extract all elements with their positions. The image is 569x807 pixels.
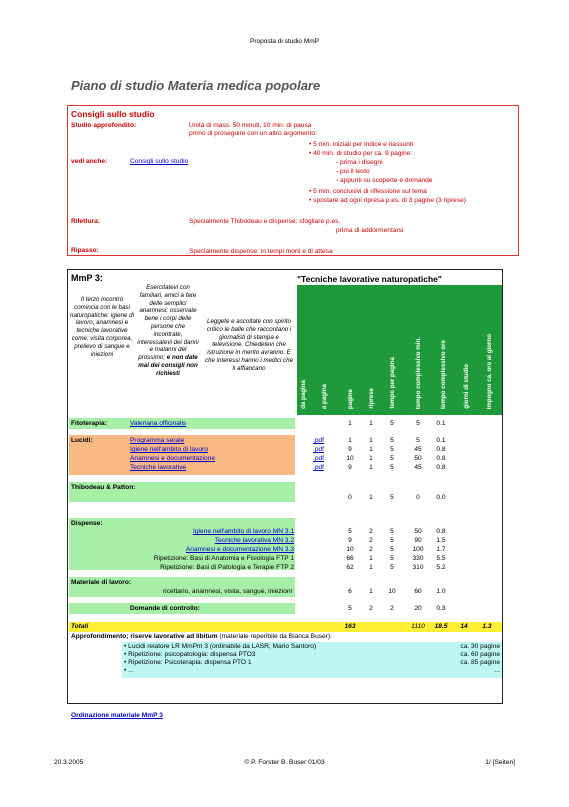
dispensa-link-tecniche[interactable]: Tecniche lavorativa MN 3.2	[214, 537, 294, 544]
lucidi-pdf-link[interactable]: .pdf	[313, 437, 324, 444]
thibodeau-riprese: 1	[369, 494, 373, 501]
mmp3-heading: "Tecniche lavorative naturopatiche"	[297, 274, 442, 284]
totali-pagine: 163	[344, 623, 356, 630]
consiglio-bullet-4: • spostare ad ogni ripresa p.es. di 3 pagine (3 riprese)	[309, 197, 466, 204]
materiale-text: ricettario, anamnesi, visita, sangue, iniezioni	[162, 588, 292, 595]
thibodeau-label: Thibodeau & Patton:	[71, 484, 136, 491]
lucidi-tpp: 5	[390, 437, 394, 444]
dispensa-tmin: 100	[412, 546, 424, 553]
thibodeau-pagine: 0	[348, 494, 352, 501]
dispensa-riprese: 1	[369, 564, 373, 571]
col-header-da-pagina: da pagina	[300, 380, 307, 409]
consiglio-bullet-2: • 40 min. di studio per ca. 9 pagine:	[309, 150, 413, 157]
totali-tmin: 1110	[411, 623, 425, 630]
dispense-row	[68, 528, 503, 537]
totali-impegno: 1.3	[482, 623, 492, 630]
domande-tpp: 2	[390, 605, 394, 612]
consiglio-bullet-1: • 5 min. iniziali per indice e riassunti	[309, 141, 414, 148]
lucidi-row	[130, 464, 503, 473]
materiale-tore: 1.0	[436, 588, 446, 595]
consigli-link[interactable]: Consigli sullo studio	[130, 158, 189, 165]
approf-item: • Ripetizione: psicopatologia: dispensa PTO3 ca. 60 pagine	[124, 651, 500, 658]
dispense-row	[68, 546, 503, 555]
col-header-tempo-min: tempo complessivo min.	[415, 336, 422, 409]
col-header-pagine: pagine	[347, 389, 354, 409]
dispensa-pagine: 66	[346, 555, 354, 562]
dispensa-tmin: 330	[412, 555, 424, 562]
footer-page: 1/ [Seiten]	[485, 759, 515, 766]
lucidi-pagine: 9	[348, 464, 352, 471]
approf-item: • ... ...	[124, 667, 500, 674]
fitoterapia-label: Fitoterapia:	[71, 420, 107, 427]
consiglio-bullet-3: • 5 min. conclusivi di riflessione sul tema	[309, 188, 427, 195]
dispensa-tpp: 5	[390, 546, 394, 553]
totali-label: Totali	[71, 623, 89, 630]
materiale-tmin: 60	[414, 588, 422, 595]
lucidi-label: Lucidi:	[71, 437, 93, 444]
dispense-row	[68, 537, 503, 546]
lucidi-link-igiene[interactable]: Igiene nell'ambito di lavoro	[130, 446, 208, 453]
col-header-a-pagina: a pagina	[321, 383, 328, 409]
thibodeau-tmin: 0	[416, 494, 420, 501]
bullet: •	[124, 643, 127, 650]
col-header-impegno: impegno ca. ore al giorno	[486, 333, 493, 409]
fito-riprese: 1	[369, 420, 373, 427]
dispensa-riprese: 1	[369, 555, 373, 562]
ripasso-label: Ripasso:	[71, 247, 99, 254]
vedi-label: vedi anche:	[71, 158, 108, 165]
lucidi-pdf-link[interactable]: .pdf	[313, 464, 324, 471]
lucidi-tpp: 5	[390, 446, 394, 453]
dispensa-tmin: 50	[414, 528, 422, 535]
rilettura-label: Rilettura:	[71, 218, 100, 225]
materiale-label: Materiale di lavoro:	[71, 579, 132, 586]
dispensa-link-igiene[interactable]: Igiene nell'ambito di lavoro MN 3.1	[193, 528, 294, 535]
footer-date: 20.3.2005	[54, 759, 84, 766]
mmp3-leggete: Leggete e ascoltate con spirito critico le balle che raccontano i giornalisti di stampa e televisione. Chiedetevi che istruzione in merito avranno. E che interessi hanno i medici che li affiancano	[204, 318, 294, 372]
mmp3-esercitatevi: Esercitatevi con familiari, amici a fare delle semplici anamnesi; osservate bene i corpi delle persone che incontrate, interessatevi dei danni e malanni del prossimo; e non date mai dei consigli non richiesti	[137, 284, 199, 377]
valeriana-link[interactable]: Valeriana officinalis	[130, 420, 187, 427]
dispensa-pagine: 5	[348, 528, 352, 535]
dispensa-tpp: 5	[390, 528, 394, 535]
ripasso-text: Specialmente dispense: in tempi morti e di attesa	[189, 248, 333, 255]
dispensa-tore: 0.8	[436, 528, 446, 535]
dispensa-tore: 5.5	[436, 555, 446, 562]
lucidi-tore: 0.8	[436, 464, 446, 471]
lucidi-riprese: 1	[369, 455, 373, 462]
materiale-riprese: 1	[369, 588, 373, 595]
dispensa-tore: 1.5	[436, 537, 446, 544]
approfondito-line1: Unità di mass. 50 minuti, 10 min. di pausa	[189, 122, 312, 129]
dispensa-tore: 1.7	[436, 546, 446, 553]
consigli-box	[67, 105, 519, 256]
approfondito-line2: primo di proseguire con un altro argomento:	[189, 130, 317, 137]
domande-label: Domande di controllo:	[130, 605, 200, 612]
domande-tmin: 20	[414, 605, 422, 612]
lucidi-tore: 0.8	[436, 455, 446, 462]
approf-item: • Ripetizione: Psicoterapia: dispensa PTO 1 ca. 85 pagine	[124, 659, 500, 666]
dispensa-ripetizione-patologia: Ripetizione: Basi di Patologia e Terapie FTP 2	[160, 564, 294, 571]
lucidi-tore: 0.1	[436, 437, 446, 444]
mmp3-intro: Il terzo incontro comincia con le basi naturopatiche: igiene di lavoro, anamnesi e tecniche lavorative come: visita corporea, prelievo di sangue e iniezioni	[70, 296, 134, 358]
dispensa-riprese: 2	[369, 537, 373, 544]
lucidi-riprese: 1	[369, 437, 373, 444]
dispensa-pagine: 62	[346, 564, 354, 571]
col-header-giorni: giorni di studio	[463, 364, 470, 409]
dispensa-tmin: 310	[412, 564, 424, 571]
dispensa-tmin: 90	[414, 537, 422, 544]
lucidi-riprese: 1	[369, 446, 373, 453]
lucidi-pdf-link[interactable]: .pdf	[313, 446, 324, 453]
lucidi-tmin: 45	[414, 464, 422, 471]
rilettura-line2: prima di addormentarsi	[336, 227, 404, 234]
col-header-tempo-ore: tempo complessivo ore	[440, 339, 447, 409]
col-header-tempo-pagina: tempo per pagina	[389, 357, 396, 409]
consiglio-sub-2: - poi il testo	[336, 168, 370, 175]
dispense-label: Dispense:	[71, 520, 103, 527]
materiale-pagine: 6	[348, 588, 352, 595]
dispensa-riprese: 2	[369, 528, 373, 535]
lucidi-tpp: 5	[390, 464, 394, 471]
page-header: Proposta di studio MmP	[249, 38, 319, 45]
dispensa-pagine: 10	[346, 546, 354, 553]
consiglio-sub-3: - appunti su scoperte e domande	[336, 177, 433, 184]
thibodeau-tore: 0.0	[436, 494, 446, 501]
mmp3-title: MmP 3:	[71, 273, 103, 283]
bullet: •	[124, 667, 127, 674]
dispensa-link-anamnesi[interactable]: Anamnesi e documentazione MN 3.3	[185, 546, 294, 553]
approf-pages: ca. 60 pagine	[460, 651, 500, 658]
fito-tpp: 5	[390, 420, 394, 427]
dispense-row	[68, 564, 503, 573]
fito-tore: 0.1	[436, 420, 446, 427]
col-header-riprese: riprese	[368, 388, 375, 409]
lucidi-tore: 0.8	[436, 446, 446, 453]
lucidi-tmin: 50	[414, 455, 422, 462]
dispensa-tpp: 5	[390, 555, 394, 562]
page-title: Piano di studio Materia medica popolare	[71, 78, 321, 93]
lucidi-row	[130, 437, 503, 446]
lucidi-pagine: 10	[346, 455, 354, 462]
approf-item: • Lucidi relatore LR MmPm 3 (ordinabile da LASR; Mario Santoro) ca. 30 pagine	[124, 643, 500, 650]
lucidi-link-tecniche[interactable]: Tecniche lavorative	[130, 464, 187, 471]
dispensa-riprese: 2	[369, 546, 373, 553]
lucidi-row	[130, 455, 503, 464]
lucidi-link-programma[interactable]: Programma serale	[130, 437, 185, 444]
lucidi-tpp: 5	[390, 455, 394, 462]
column-header-block	[297, 285, 503, 415]
lucidi-link-anamnesi[interactable]: Anamnesi e documentazione	[130, 455, 216, 462]
domande-pagine: 5	[348, 605, 352, 612]
approf-pages: ca. 30 pagine	[460, 643, 500, 650]
lucidi-row	[130, 446, 503, 455]
lucidi-riprese: 1	[369, 464, 373, 471]
dispense-row	[68, 555, 503, 564]
totali-tore: 18.5	[434, 623, 448, 630]
lucidi-pdf-link[interactable]: .pdf	[313, 455, 324, 462]
approf-pages: ...	[494, 667, 500, 674]
dispensa-tpp: 5	[390, 564, 394, 571]
bullet: •	[124, 659, 127, 666]
totali-giorni: 14	[460, 623, 468, 630]
approfondito-label: Studio approfondito:	[71, 122, 137, 129]
footer-copyright: © P. Forster B. Buser 01/03	[244, 759, 325, 766]
consigli-title: Consigli sullo studio	[71, 109, 155, 119]
fito-tmin: 5	[416, 420, 420, 427]
fito-pagine: 1	[348, 420, 352, 427]
lucidi-pagine: 9	[348, 446, 352, 453]
approf-pages: ca. 85 pagine	[460, 659, 500, 666]
dispensa-pagine: 9	[348, 537, 352, 544]
domande-riprese: 2	[369, 605, 373, 612]
mmp3-box	[67, 269, 503, 704]
lucidi-tmin: 45	[414, 446, 422, 453]
dispensa-tpp: 5	[390, 537, 394, 544]
bullet: •	[124, 651, 127, 658]
materiale-tpp: 10	[388, 588, 396, 595]
dispensa-tore: 5.2	[436, 564, 446, 571]
thibodeau-tpp: 5	[390, 494, 394, 501]
lucidi-tmin: 5	[416, 437, 420, 444]
ordinazione-link[interactable]: Ordinazione materiale MmP 3	[71, 712, 163, 719]
dispensa-ripetizione-anatomia: Ripetizione: Basi di Anatomia e Fisiologia FTP 1	[153, 555, 294, 562]
lucidi-pagine: 1	[348, 437, 352, 444]
consiglio-sub-1: - prima i disegni	[336, 159, 383, 166]
rilettura-line1: Specialmente Thibodeau e dispense: sfogliare p.es.	[189, 218, 341, 225]
approfondimento-heading: Approfondimento; riserve lavorative ad libitum (materiale reperibile da Bianca Buser):	[71, 633, 332, 640]
domande-tore: 0.3	[436, 605, 446, 612]
